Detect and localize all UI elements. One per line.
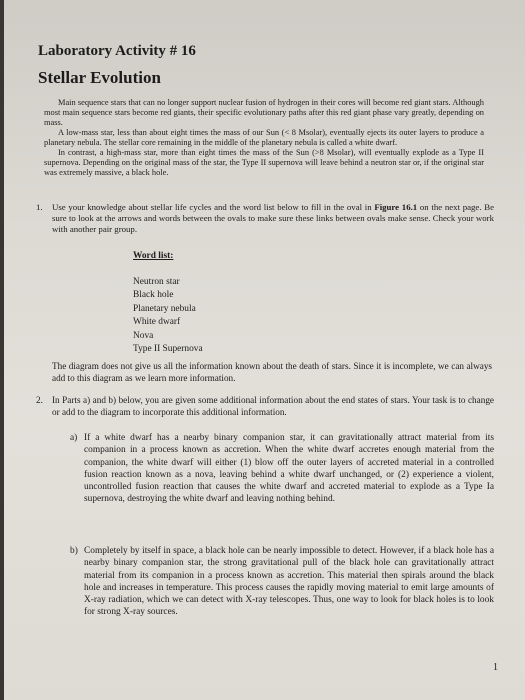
part-b-text: Completely by itself in space, a black hole can be nearly impossible to detect. However, if a black hole has a nearby binary companion star, the strong gravitational pull of the black hole can gravitationally attract material from its companion in a process known as accretion. This material then spirals around the black hole and increases in temperature. This process causes the rapidly moving material to emit large amounts of X-ray radiation, which we can detect with X-ray telescopes. Thus, one way to look for black holes is to look for strong X-ray sources. — [84, 546, 494, 618]
word-list-item: Type II Supernova — [133, 344, 203, 354]
question-2-number: 2. — [36, 395, 43, 405]
figure-reference: Figure 16.1 — [374, 202, 418, 212]
word-list-title: Word list: — [133, 251, 174, 261]
word-list-item: White dwarf — [133, 317, 181, 327]
intro-paragraph-2: A low-mass star, less than about eight times the mass of our Sun (< 8 Msolar), eventually ejects its outer layers to produce a planetary nebula. The stellar core remaining in the middle of the planetary nebula is called a white dwarf. — [44, 128, 484, 147]
word-list-item: Black hole — [133, 290, 174, 300]
intro-paragraph-1: Main sequence stars that can no longer support nuclear fusion of hydrogen in their cores will become red giant stars. Although most main sequence stars become red giants, their specific evolutionary paths after this red giant phase vary greatly, depending on mass. — [44, 98, 484, 127]
worksheet-page — [4, 0, 525, 700]
part-a-text: If a white dwarf has a nearby binary companion star, it can gravitationally attract material from its companion in a process known as accretion. When the white dwarf accretes enough material from the companion, the white dwarf will either (1) blow off the outer layers of accreted material in a controlled fusion reaction known as a nova, leaving behind a white dwarf unchanged, or (2) experience a violent, uncontrolled fusion reaction that causes the white dwarf and accreted material to explode as a Type Ia supernova, destroying the white dwarf and leaving nothing behind. — [84, 433, 494, 505]
question-2-part-a — [70, 432, 494, 506]
word-list-item: Planetary nebula — [133, 303, 196, 314]
question-2-text: In Parts a) and b) below, you are given some additional information about the end states of stars. Your task is to change or add to the diagram to incorporate this additional information. — [52, 395, 494, 417]
question-1-text-part2: on the next page. Be sure to look at the arrows and words between the ovals to make sure these links between ovals make sense. Check your work with another pair group. — [52, 202, 494, 234]
intro-text — [44, 98, 484, 178]
word-list — [133, 250, 203, 357]
question-1 — [36, 202, 494, 235]
page-title: Stellar Evolution — [38, 68, 161, 87]
diagram-note: The diagram does not give us all the information known about the death of stars. Since it is incomplete, we can always add to this diagram as we learn more information. — [52, 361, 492, 383]
question-1-text — [52, 202, 494, 235]
question-2-part-b — [70, 545, 494, 619]
word-list-item: Neutron star — [133, 276, 180, 287]
intro-paragraph-3: In contrast, a high-mass star, more than eight times the mass of the Sun (>8 Msolar), will eventually explode as a Type II supernova. Depending on the original mass of the star, the Type II supernova will leave behind a neutron star or, if the original star was extremely massive, a black hole. — [44, 148, 484, 177]
page-number: 1 — [493, 662, 498, 673]
question-2 — [36, 394, 494, 418]
activity-heading: Laboratory Activity # 16 — [38, 43, 196, 59]
question-1-text-part1: Use your knowledge about stellar life cycles and the word list below to fill in the oval in — [52, 202, 372, 212]
part-a-label: a) — [70, 433, 78, 443]
word-list-item: Nova — [133, 330, 154, 341]
part-b-label: b) — [70, 546, 78, 556]
question-1-number: 1. — [36, 202, 43, 212]
